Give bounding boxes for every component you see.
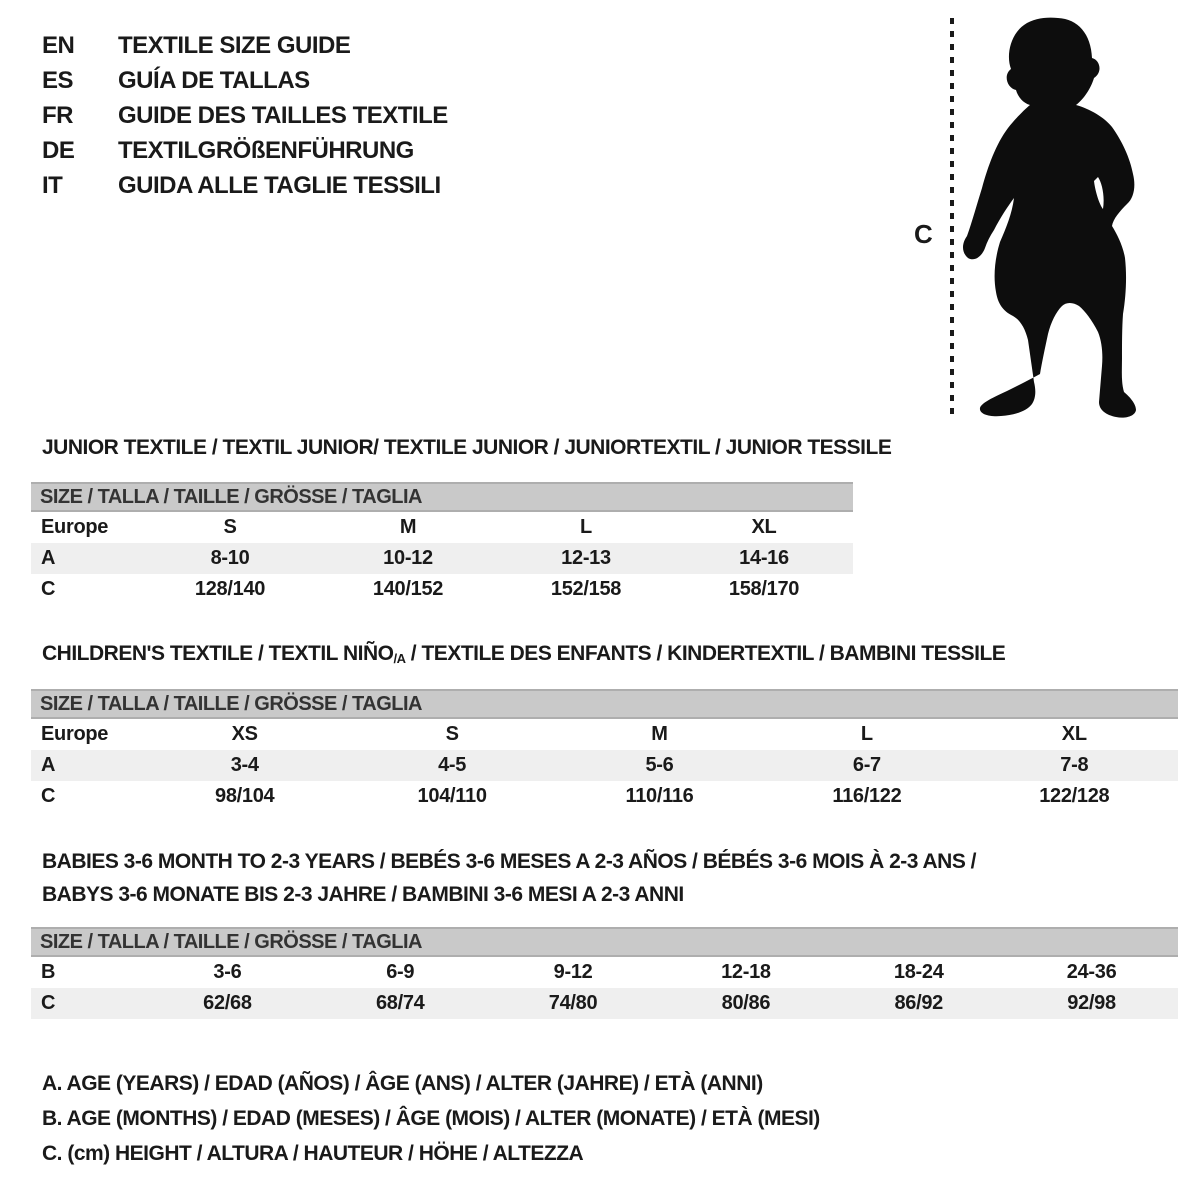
column-header: L — [580, 516, 592, 538]
language-title: GUIDA ALLE TAGLIE TESSILI — [118, 172, 441, 199]
table-cell: 4-5 — [438, 754, 467, 776]
children-title-text: / TEXTILE DES ENFANTS / KINDERTEXTIL / BAMBINI TESSILE — [405, 642, 1006, 665]
height-label-c: C — [914, 219, 933, 249]
table-cell: 110/116 — [625, 785, 694, 807]
legend-line-a: A. AGE (YEARS) / EDAD (AÑOS) / ÂGE (ANS) / ALTER (JAHRE) / ETÀ (ANNI) — [42, 1072, 763, 1095]
language-row — [42, 98, 448, 133]
table-cell: 128/140 — [194, 578, 266, 600]
babies-size-table — [31, 927, 1178, 1019]
legend-line-b: B. AGE (MONTHS) / EDAD (MESES) / ÂGE (MOIS) / ALTER (MONATE) / ETÀ (MESI) — [42, 1107, 820, 1130]
column-header: L — [860, 723, 873, 745]
row-label: B — [41, 961, 56, 983]
language-row — [42, 168, 448, 203]
table-cell: 98/104 — [215, 785, 275, 807]
language-row — [42, 28, 448, 63]
row-label: A — [41, 547, 56, 569]
table-cell: 62/68 — [203, 992, 252, 1014]
column-header: M — [399, 516, 417, 538]
table-cell: 86/92 — [894, 992, 944, 1014]
table-cell: 12-13 — [561, 547, 611, 569]
table-row-a — [31, 543, 853, 574]
table-row-b — [31, 957, 1178, 988]
table-row-a — [31, 750, 1178, 781]
table-cell: 74/80 — [548, 992, 598, 1014]
language-title: GUIDE DES TAILLES TEXTILE — [118, 102, 448, 129]
column-header: Europe — [41, 516, 109, 538]
table-cell: 7-8 — [1060, 754, 1089, 776]
legend — [42, 1066, 820, 1171]
language-title: TEXTILE SIZE GUIDE — [118, 32, 351, 59]
language-row — [42, 133, 448, 168]
column-header: M — [651, 723, 668, 745]
table-cell: 104/110 — [417, 785, 487, 807]
table-row-c — [31, 988, 1178, 1019]
table-cell: 122/128 — [1039, 785, 1110, 807]
babies-section-title-line2: BABYS 3-6 MONATE BIS 2-3 JAHRE / BAMBINI 3-6 MESI A 2-3 ANNI — [42, 883, 684, 906]
table-cell: 14-16 — [739, 547, 789, 569]
row-label: A — [41, 754, 56, 776]
table-cell: 80/86 — [721, 992, 771, 1014]
language-list — [42, 28, 448, 203]
language-title: TEXTILGRÖßENFÜHRUNG — [118, 137, 414, 164]
table-header-row — [31, 512, 853, 543]
language-title: GUÍA DE TALLAS — [118, 67, 310, 94]
table-cell: 3-6 — [213, 961, 242, 983]
table-cell: 3-4 — [230, 754, 259, 776]
column-header: S — [445, 723, 459, 745]
column-header: XL — [1061, 723, 1087, 745]
children-title-sub: /A — [393, 651, 406, 666]
junior-section-title: JUNIOR TEXTILE / TEXTIL JUNIOR/ TEXTILE JUNIOR / JUNIORTEXTIL / JUNIOR TESSILE — [42, 436, 892, 459]
column-header: XL — [751, 516, 777, 538]
size-header-bar: SIZE / TALLA / TAILLE / GRÖSSE / TAGLIA — [31, 927, 1178, 957]
table-header-row — [31, 719, 1178, 750]
table-cell: 92/98 — [1067, 992, 1116, 1014]
babies-section-title-line1: BABIES 3-6 MONTH TO 2-3 YEARS / BEBÉS 3-6 MESES A 2-3 AÑOS / BÉBÉS 3-6 MOIS À 2-3 ANS / — [42, 850, 977, 873]
row-label: C — [41, 578, 56, 600]
language-code: FR — [42, 102, 73, 129]
table-cell: 116/122 — [832, 785, 902, 807]
size-header-bar: SIZE / TALLA / TAILLE / GRÖSSE / TAGLIA — [31, 689, 1178, 719]
row-label: C — [41, 785, 56, 807]
legend-line-c: C. (cm) HEIGHT / ALTURA / HAUTEUR / HÖHE / ALTEZZA — [42, 1142, 584, 1165]
table-cell: 5-6 — [645, 754, 674, 776]
column-header: Europe — [41, 723, 109, 745]
language-row — [42, 63, 448, 98]
column-header: S — [223, 516, 237, 538]
children-section-title — [42, 642, 1005, 666]
language-code: IT — [42, 172, 63, 199]
table-row-c — [31, 574, 853, 605]
table-cell: 24-36 — [1066, 961, 1117, 983]
table-cell: 6-9 — [386, 961, 415, 983]
column-header: XS — [231, 723, 258, 745]
table-cell: 8-10 — [210, 547, 250, 569]
table-cell: 12-18 — [721, 961, 771, 983]
table-cell: 68/74 — [375, 992, 425, 1014]
row-label: C — [41, 992, 56, 1014]
table-cell: 158/170 — [728, 578, 800, 600]
table-cell: 9-12 — [553, 961, 593, 983]
junior-size-table — [31, 482, 853, 605]
table-row-c — [31, 781, 1178, 812]
table-cell: 6-7 — [852, 754, 881, 776]
language-code: ES — [42, 67, 74, 94]
children-size-table — [31, 689, 1178, 812]
table-cell: 18-24 — [893, 961, 944, 983]
table-cell: 152/158 — [550, 578, 622, 600]
children-title-text: CHILDREN'S TEXTILE / TEXTIL NIÑO — [42, 642, 394, 665]
language-code: EN — [42, 32, 75, 59]
table-cell: 10-12 — [383, 547, 433, 569]
language-code: DE — [42, 137, 75, 164]
size-header-bar: SIZE / TALLA / TAILLE / GRÖSSE / TAGLIA — [31, 482, 853, 512]
baby-silhouette-icon — [952, 14, 1147, 424]
table-cell: 140/152 — [372, 578, 444, 600]
